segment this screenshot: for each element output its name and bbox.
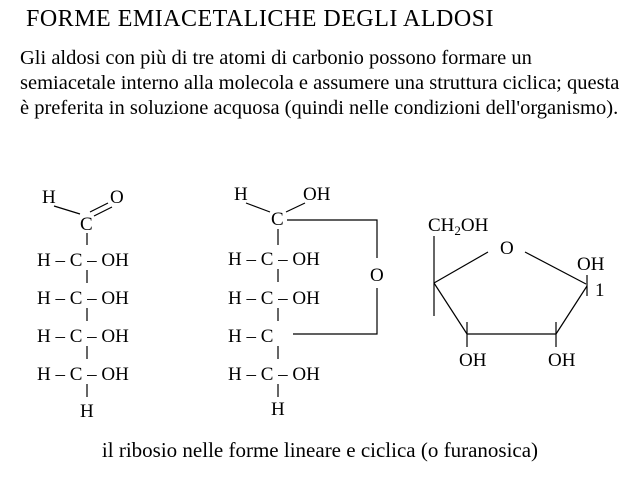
- hemiacetal-c1: C: [271, 209, 284, 230]
- hemiacetal-ribose-structure: [228, 184, 384, 420]
- linear-bottom-h: H: [80, 401, 94, 422]
- linear-top-h: H: [42, 187, 56, 208]
- linear-row-4: H – C – OH: [37, 364, 129, 385]
- hemiacetal-bottom-h: H: [271, 399, 285, 420]
- linear-bond-h-c1: [54, 206, 80, 214]
- hemiacetal-row-2: H – C – OH: [228, 288, 320, 309]
- furanose-ring-structure: [428, 215, 605, 371]
- furanose-c1-oh: OH: [577, 254, 605, 275]
- linear-row-2: H – C – OH: [37, 288, 129, 309]
- linear-top-o: O: [110, 187, 124, 208]
- linear-ribose-structure: [37, 187, 129, 422]
- furanose-c1-number: 1: [595, 280, 605, 301]
- hemiacetal-top-oh: OH: [303, 184, 331, 205]
- hemiacetal-row-3: H – C: [228, 326, 274, 347]
- hemiacetal-row-1: H – C – OH: [228, 249, 320, 270]
- furanose-ch2-label: $CH_2OH$: [428, 215, 489, 238]
- page-title: FORME EMIACETALICHE DEGLI ALDOSI: [26, 6, 495, 32]
- figure-caption: il ribosio nelle forme lineare e ciclica (o furanosica): [101, 438, 539, 462]
- furanose-ring-bond-c1-c2: [556, 286, 587, 334]
- furanose-c2-oh: OH: [548, 350, 576, 371]
- hemiacetal-ring-o: O: [370, 265, 384, 286]
- furanose-ring-bond-c3-c4: [434, 283, 467, 334]
- linear-row-3: H – C – OH: [37, 326, 129, 347]
- hemiacetal-top-h: H: [234, 184, 248, 205]
- furanose-c3-oh: OH: [459, 350, 487, 371]
- hemiacetal-row-4: H – C – OH: [228, 364, 320, 385]
- furanose-ring-o: O: [500, 238, 514, 259]
- linear-c1: C: [80, 214, 93, 235]
- linear-row-1: H – C – OH: [37, 250, 129, 271]
- furanose-ring-bond-c4-o: [434, 252, 488, 283]
- intro-paragraph: Gli aldosi con più di tre atomi di carbonio possono formare un semiacetale interno alla molecola e assumere una struttura ciclica; questa è preferita in soluzione acquosa (quindi nelle condizioni dell'organismo).: [20, 47, 620, 119]
- hemiacetal-bond-c1-oh: [286, 203, 305, 212]
- hemiacetal-bond-h-c1: [246, 203, 270, 212]
